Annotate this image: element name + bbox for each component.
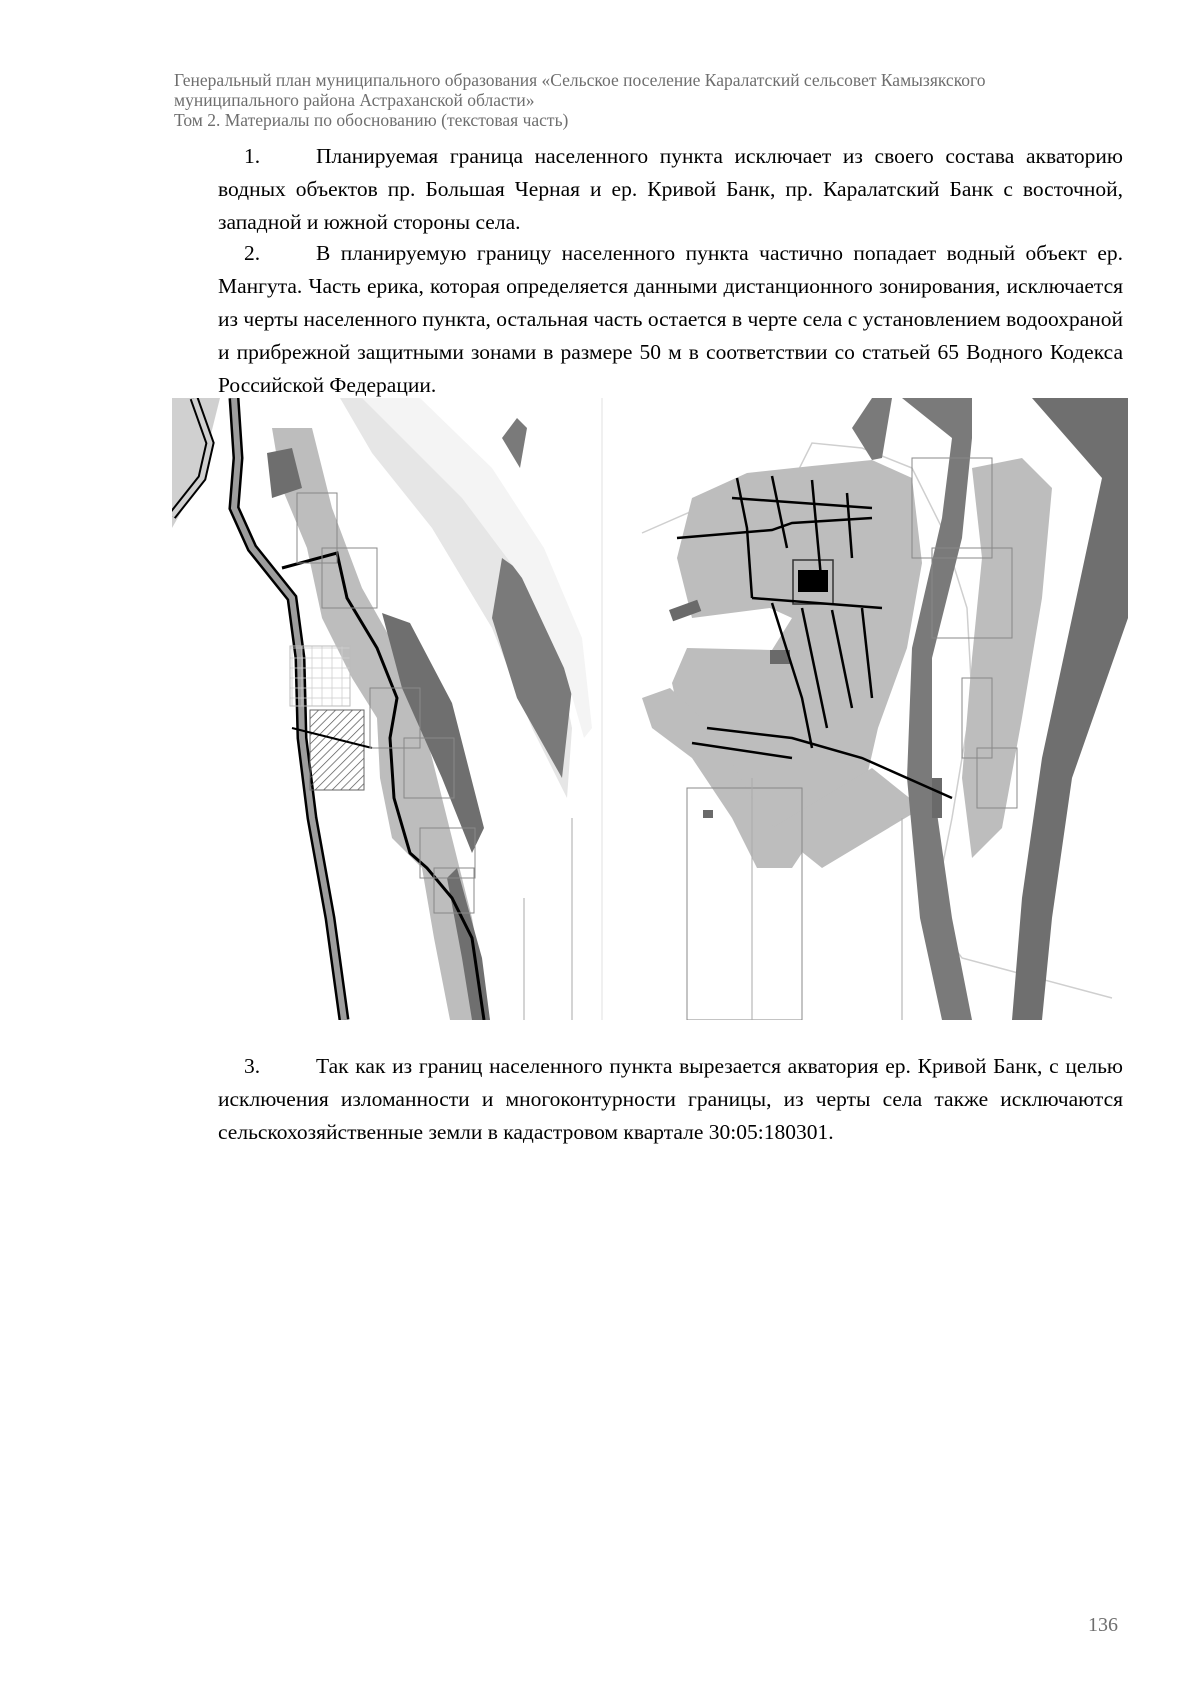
paragraph-3 [218,1050,1123,1149]
paragraph-number: 3. [244,1054,261,1078]
paragraph-text: Так как из границ населенного пункта вырезается акватория ер. Кривой Банк, с целью исключения изломанности и многоконтурности границы, из черты села также исключаются сельскохозяйственные земли в кадастровом квартале 30:05:180301. [218,1054,1123,1144]
paragraph-number: 1. [244,144,261,168]
header-line-1: Генеральный план муниципального образования «Сельское поселение Каралатский сельсовет Камызякского [174,70,986,90]
page-number: 136 [1088,1614,1118,1636]
header-line-3: Том 2. Материалы по обоснованию (текстовая часть) [174,110,569,130]
settlement-boundary-map [172,398,1128,1020]
paragraph-number: 2. [244,241,261,265]
paragraph-text: Планируемая граница населенного пункта исключает из своего состава акваторию водных объектов пр. Большая Черная и ер. Кривой Банк, пр. Каралатский Банк с восточной, западной и южной стороны села. [218,144,1123,234]
paragraph-2 [218,237,1123,402]
header-line-2: муниципального района Астраханской области» [174,90,535,110]
right-dark-building [798,570,828,592]
hatched-plots [310,710,364,790]
document-header [174,70,1134,130]
paragraph-1 [218,140,1123,239]
paragraph-text: В планируемую границу населенного пункта частично попадает водный объект ер. Мангута. Часть ерика, которая определяется данными дистанционного зонирования, исключается из черты населенного пункта, остальная часть остается в черте села с установлением водоохраной и прибрежной защитными зонами в размере 50 м в соответствии со статьей 65 Водного Кодекса Российской Федерации. [218,241,1123,397]
